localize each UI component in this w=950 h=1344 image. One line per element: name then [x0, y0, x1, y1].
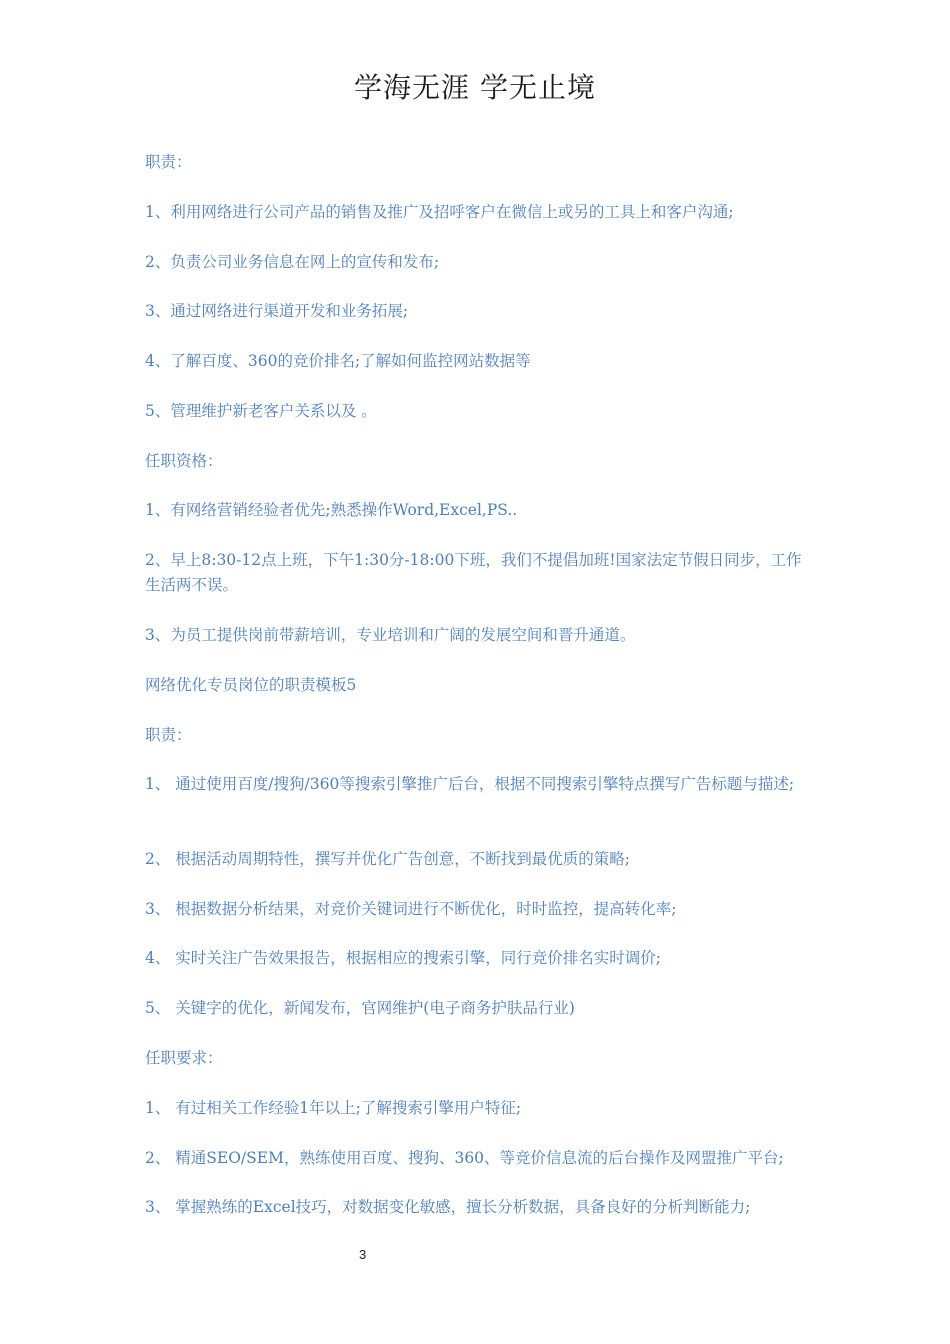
section-heading-duties: 职责： [145, 153, 192, 171]
page-number: 3 [359, 1247, 367, 1262]
list-item: 4、 实时关注广告效果报告，根据相应的搜索引擎，同行竞价排名实时调价; [145, 949, 662, 967]
list-item: 3、为员工提供岗前带薪培训，专业培训和广阔的发展空间和晋升通道。 [145, 626, 636, 644]
list-item: 2、负责公司业务信息在网上的宣传和发布; [145, 253, 440, 271]
list-item: 2、 根据活动周期特性，撰写并优化广告创意，不断找到最优质的策略; [145, 850, 631, 868]
list-item: 1、 通过使用百度/搜狗/360等搜索引擎推广后台，根据不同搜索引擎特点撰写广告标题与描述; [145, 775, 795, 793]
section-heading-requirements: 任职要求： [145, 1049, 223, 1067]
page-header-title: 学海无涯 学无止境 [354, 71, 596, 104]
list-item: 1、 有过相关工作经验1年以上;了解搜索引擎用户特征; [145, 1099, 522, 1117]
section-heading-qualifications: 任职资格： [145, 452, 223, 470]
list-item: 1、利用网络进行公司产品的销售及推广及招呼客户在微信上或另的工具上和客户沟通; [145, 203, 734, 221]
list-item: 3、 根据数据分析结果，对竞价关键词进行不断优化，时时监控，提高转化率; [145, 900, 677, 918]
section-heading-template: 网络优化专员岗位的职责模板5 [145, 676, 357, 694]
list-item: 4、了解百度、360的竞价排名;了解如何监控网站数据等 [145, 352, 531, 370]
list-item: 2、早上8:30-12点上班，下午1:30分-18:00下班，我们不提倡加班!国家法定节假日同步，工作生活两不误。 [145, 551, 802, 594]
list-item: 5、管理维护新老客户关系以及 。 [145, 402, 377, 420]
list-item: 3、 掌握熟练的Excel技巧，对数据变化敏感，擅长分析数据，具备良好的分析判断能力; [145, 1198, 751, 1216]
list-item: 3、通过网络进行渠道开发和业务拓展; [145, 302, 409, 320]
list-item: 2、 精通SEO/SEM，熟练使用百度、搜狗、360、等竞价信息流的后台操作及网盟推广平台; [145, 1149, 784, 1167]
section-heading-duties: 职责： [145, 726, 192, 744]
list-item: 1、有网络营销经验者优先;熟悉操作Word,Excel,PS.. [145, 501, 518, 519]
list-item: 5、 关键字的优化，新闻发布，官网维护(电子商务护肤品行业) [145, 999, 575, 1017]
